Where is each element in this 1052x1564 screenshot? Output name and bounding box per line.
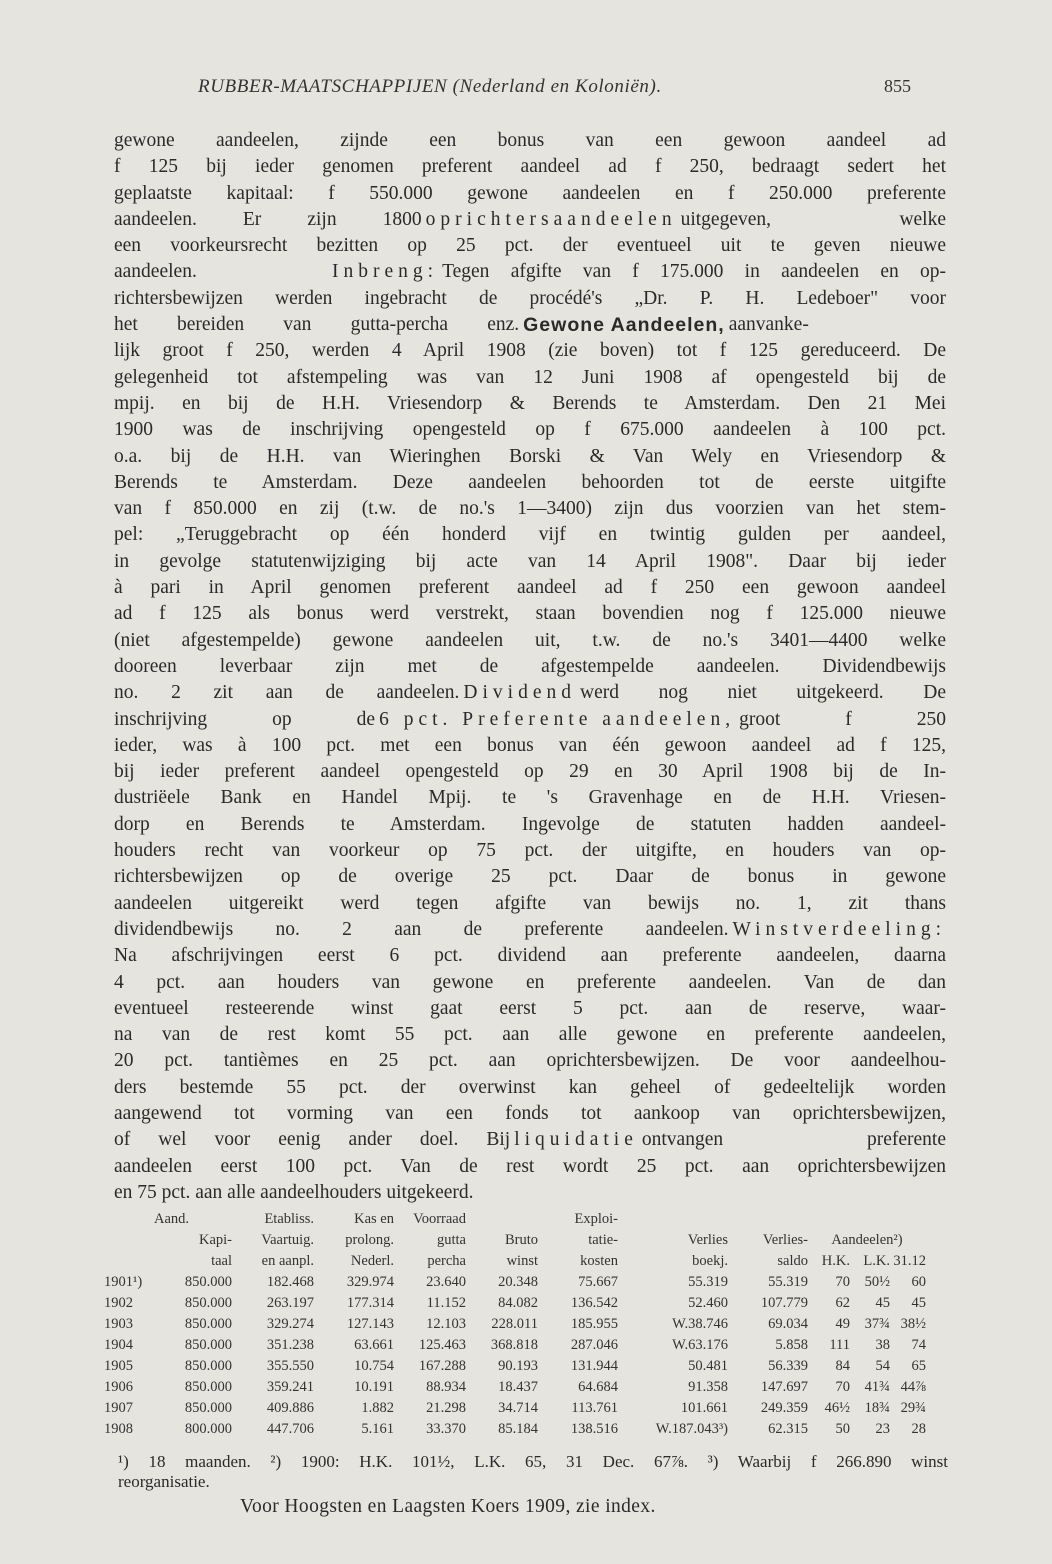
- text-line: [114, 891, 946, 917]
- column-header: L.K.: [863, 1253, 890, 1269]
- spaced-heading: liquidatie: [514, 1129, 638, 1151]
- table-cell: 29¾: [900, 1400, 926, 1416]
- footnote-line-1: ¹) 18 maanden. ²) 1900: H.K. 101½, L.K. 65, 31 Dec. 67⅞. ³) Waarbij f 266.890 winst: [118, 1452, 948, 1471]
- column-header: Kas en: [354, 1211, 394, 1227]
- text-line: [114, 470, 946, 496]
- table-cell: 113.761: [571, 1400, 618, 1416]
- table-cell: 46½: [824, 1400, 850, 1416]
- text-segment: en 75 pct. aan alle aandeelhouders uitgekeerd.: [114, 1181, 474, 1203]
- text-segment: aandeelen.: [114, 261, 197, 283]
- text-segment: van f 850.000 en zij (t.w. de no.'s 1—3400) zijn dus voorzien van het stem-: [114, 498, 946, 520]
- table-cell: 18.437: [498, 1379, 538, 1395]
- text-segment: 20 pct. tantièmes en 25 pct. aan oprichtersbewijzen. De voor aandeelhou-: [114, 1050, 946, 1072]
- table-cell: 63.661: [354, 1337, 394, 1353]
- column-header: Exploi-: [574, 1211, 618, 1227]
- table-row: [104, 1293, 926, 1314]
- text-segment: na van de rest komt 55 pct. aan alle gewone en preferente aandeelen,: [114, 1024, 946, 1046]
- spaced-heading: oprichtersaandeelen: [425, 208, 677, 230]
- text-line: [114, 1101, 946, 1127]
- text-segment: à pari in April genomen preferent aandeel ad f 250 een gewoon aandeel: [114, 577, 946, 599]
- table-cell: 263.197: [266, 1295, 314, 1311]
- table-cell: 84: [835, 1358, 850, 1374]
- table-cell: 850.000: [184, 1400, 232, 1416]
- text-segment: ad f 125 als bonus werd verstrekt, staan bovendien nog f 125.000 nieuwe: [114, 603, 946, 625]
- table-row: [104, 1419, 926, 1440]
- column-header: Aand.: [154, 1211, 190, 1227]
- text-segment: uitgegeven, welke: [680, 208, 947, 230]
- text-line: [114, 970, 946, 996]
- table-cell: 101.661: [680, 1400, 728, 1416]
- table-cell: 62.315: [768, 1421, 808, 1437]
- table-cell: 60: [911, 1274, 926, 1290]
- spaced-heading: Inbreng:: [332, 261, 439, 283]
- text-line: [114, 759, 946, 785]
- table-row: [104, 1398, 926, 1419]
- table-cell: 64.684: [578, 1379, 618, 1395]
- table-cell: 131.944: [570, 1358, 618, 1374]
- column-header: Voorraad: [413, 1211, 466, 1227]
- table-cell: 50.481: [688, 1358, 728, 1374]
- table-row: [104, 1377, 926, 1398]
- table-cell: 91.358: [688, 1379, 728, 1395]
- table-cell: 850.000: [184, 1337, 232, 1353]
- year-cell: 1901¹): [104, 1274, 143, 1290]
- text-line: [114, 1075, 946, 1101]
- text-segment: bij ieder preferent aandeel opengesteld op 29 en 30 April 1908 bij de In-: [114, 761, 946, 783]
- year-cell: 1908: [104, 1421, 133, 1437]
- column-header: kosten: [580, 1253, 618, 1269]
- financial-table: [104, 1209, 926, 1440]
- footer-note: Voor Hoogsten en Laagsten Koers 1909, zie index.: [240, 1496, 656, 1517]
- text-segment: het bereiden van gutta-percha enz.: [114, 314, 520, 336]
- year-cell: 1903: [104, 1316, 133, 1332]
- year-cell: 1906: [104, 1379, 133, 1395]
- column-header: winst: [506, 1253, 538, 1269]
- table-cell: 107.779: [760, 1295, 808, 1311]
- table-cell: 5.858: [775, 1337, 808, 1353]
- column-header: tatie-: [588, 1232, 618, 1248]
- table-cell: 11.152: [426, 1295, 466, 1311]
- table-cell: 147.697: [760, 1379, 808, 1395]
- table-cell: 85.184: [498, 1421, 538, 1437]
- text-segment: f 125 bij ieder genomen preferent aandeel ad f 250, bedraagt sedert het: [114, 156, 946, 178]
- table-cell: 70: [835, 1379, 850, 1395]
- table-cell: W.187.043³): [655, 1421, 728, 1437]
- column-header: Aandeelen²): [831, 1232, 903, 1248]
- table-header-row: [104, 1209, 926, 1230]
- table-cell: 69.034: [768, 1316, 808, 1332]
- table-cell: 84.082: [498, 1295, 538, 1311]
- column-header: [104, 1209, 154, 1230]
- spaced-heading: 6 pct. Preferente aandeelen,: [379, 708, 736, 730]
- column-header: Etabliss.: [264, 1211, 314, 1227]
- text-line: [114, 601, 946, 627]
- text-line: [114, 549, 946, 575]
- table-cell: 55.319: [688, 1274, 728, 1290]
- table-cell: 23.640: [426, 1274, 466, 1290]
- year-cell: 1902: [104, 1295, 133, 1311]
- text-segment: werd nog niet uitgekeerd. De: [579, 682, 946, 704]
- column-header: [104, 1230, 154, 1251]
- running-header: RUBBER-MAATSCHAPPIJEN (Nederland en Koloniën).: [198, 76, 662, 97]
- text-segment: houders recht van voorkeur op 75 pct. der uitgifte, en houders van op-: [114, 840, 946, 862]
- table-cell: 41¾: [864, 1379, 890, 1395]
- text-line: [114, 1048, 946, 1074]
- table-cell: 177.314: [346, 1295, 394, 1311]
- column-header: [890, 1209, 926, 1230]
- table-cell: 50: [835, 1421, 850, 1437]
- text-line: [114, 233, 946, 259]
- text-segment: ders bestemde 55 pct. der overwinst kan geheel of gedeeltelijk worden: [114, 1076, 946, 1098]
- table-cell: 127.143: [346, 1316, 394, 1332]
- text-segment: dividendbewijs no. 2 aan de preferente aandeelen.: [114, 918, 729, 940]
- text-segment: richtersbewijzen op de overige 25 pct. Daar de bonus in gewone: [114, 866, 946, 888]
- column-header: H.K.: [821, 1253, 850, 1269]
- table-cell: 33.370: [426, 1421, 466, 1437]
- column-header: [104, 1251, 154, 1272]
- table-cell: 50½: [864, 1274, 890, 1290]
- table-cell: 88.934: [426, 1379, 466, 1395]
- text-segment: Tegen afgifte van f 175.000 in aandeelen en op-: [442, 261, 947, 283]
- table-cell: 368.818: [490, 1337, 538, 1353]
- text-line: [114, 575, 946, 601]
- column-header: Verlies: [687, 1232, 728, 1248]
- text-segment: lijk groot f 250, werden 4 April 1908 (zie boven) tot f 125 gereduceerd. De: [114, 340, 946, 362]
- spaced-heading: Winstverdeeling:: [732, 918, 946, 940]
- text-segment: gewone aandeelen, zijnde een bonus van een gewoon aandeel ad: [114, 130, 946, 151]
- text-line: [114, 996, 946, 1022]
- table-cell: W.38.746: [672, 1316, 728, 1332]
- column-header: Kapi-: [198, 1232, 232, 1248]
- table-cell: 850.000: [184, 1274, 232, 1290]
- text-line: [114, 733, 946, 759]
- text-segment: o.a. bij de H.H. van Wieringhen Borski & Van Wely en Vriesendorp &: [114, 445, 946, 467]
- table-cell: 5.161: [361, 1421, 394, 1437]
- column-header: percha: [427, 1253, 466, 1269]
- column-header: prolong.: [345, 1232, 394, 1248]
- text-line: [114, 1154, 946, 1180]
- text-line: [114, 943, 946, 969]
- table-cell: 185.955: [570, 1316, 618, 1332]
- text-segment: pel: „Teruggebracht op één honderd vijf en twintig gulden per aandeel,: [114, 524, 946, 546]
- text-line: [114, 365, 946, 391]
- table-row: [104, 1356, 926, 1377]
- column-header: boekj.: [692, 1253, 728, 1269]
- page-number: 855: [884, 76, 911, 96]
- column-header: saldo: [777, 1253, 808, 1269]
- text-line: [114, 1127, 946, 1153]
- text-line: [114, 128, 946, 154]
- table-cell: 228.011: [491, 1316, 538, 1332]
- text-segment: Na afschrijvingen eerst 6 pct. dividend aan preferente aandeelen, daarna: [114, 945, 946, 967]
- text-line: [114, 785, 946, 811]
- year-cell: 1904: [104, 1337, 133, 1353]
- table-cell: 44⅞: [900, 1379, 926, 1395]
- text-segment: 1900 was de inschrijving opengesteld op f 675.000 aandeelen à 100 pct.: [114, 419, 946, 441]
- table-cell: 75.667: [578, 1274, 618, 1290]
- text-segment: aandeelen. Er zijn 1800: [114, 208, 422, 230]
- column-header: Verlies-: [762, 1232, 808, 1248]
- table-cell: 355.550: [266, 1358, 314, 1374]
- text-segment: (niet afgestempelde) gewone aandeelen uit, t.w. de no.'s 3401—4400 welke: [114, 629, 946, 651]
- table-cell: 167.288: [418, 1358, 466, 1374]
- table-cell: 10.754: [354, 1358, 394, 1374]
- text-line: [114, 444, 946, 470]
- column-header: Vaartuig.: [261, 1232, 314, 1248]
- spaced-heading: Dividend: [463, 682, 576, 704]
- text-segment: ontvangen preferente: [641, 1129, 946, 1151]
- text-line: [114, 181, 946, 207]
- table-cell: 12.103: [426, 1316, 466, 1332]
- column-header: [808, 1209, 850, 1230]
- table-cell: 329.974: [346, 1274, 394, 1290]
- table-row: [104, 1314, 926, 1335]
- table-cell: 49: [835, 1316, 850, 1332]
- table-cell: 850.000: [184, 1358, 232, 1374]
- text-line: [114, 522, 946, 548]
- table-cell: 62: [835, 1295, 850, 1311]
- column-header: [466, 1209, 538, 1230]
- table-header-row: [104, 1230, 926, 1251]
- text-line: [114, 496, 946, 522]
- text-line: [114, 680, 946, 706]
- table-row: [104, 1272, 926, 1293]
- table-row: [104, 1335, 926, 1356]
- table-cell: 21.298: [426, 1400, 466, 1416]
- text-segment: aanvanke-: [728, 314, 809, 336]
- table-cell: 182.468: [266, 1274, 314, 1290]
- table-cell: 287.046: [570, 1337, 618, 1353]
- text-line: [114, 917, 946, 943]
- text-line: [114, 1180, 946, 1206]
- table-cell: 65: [911, 1358, 926, 1374]
- text-segment: groot f 250: [739, 708, 946, 730]
- text-line: [114, 864, 946, 890]
- text-segment: in gevolge statutenwijziging bij acte van 14 April 1908". Daar bij ieder: [114, 550, 946, 572]
- table-cell: 37¾: [864, 1316, 890, 1332]
- text-line: [114, 338, 946, 364]
- body-text: [114, 128, 946, 1206]
- table-cell: 45: [911, 1295, 926, 1311]
- table-cell: 70: [835, 1274, 850, 1290]
- table-cell: 74: [911, 1337, 926, 1353]
- text-line: [114, 417, 946, 443]
- text-line: [114, 154, 946, 180]
- table-cell: 136.542: [570, 1295, 618, 1311]
- column-header: [850, 1209, 890, 1230]
- table-cell: 447.706: [266, 1421, 314, 1437]
- text-line: [114, 1022, 946, 1048]
- table-cell: 800.000: [184, 1421, 232, 1437]
- table-cell: 409.886: [266, 1400, 314, 1416]
- text-line: [114, 812, 946, 838]
- year-cell: 1905: [104, 1358, 133, 1374]
- column-header: [728, 1209, 808, 1230]
- text-segment: Berends te Amsterdam. Deze aandeelen behoorden tot de eerste uitgifte: [114, 471, 946, 493]
- text-segment: geplaatste kapitaal: f 550.000 gewone aandeelen en f 250.000 preferente: [114, 182, 946, 204]
- table-cell: 18¾: [864, 1400, 890, 1416]
- table-cell: 54: [875, 1358, 890, 1374]
- table-cell: 125.463: [418, 1337, 466, 1353]
- table-cell: 38: [875, 1337, 890, 1353]
- table-cell: 34.714: [498, 1400, 538, 1416]
- table-cell: 38½: [900, 1316, 926, 1332]
- table-cell: 850.000: [184, 1316, 232, 1332]
- table-cell: 56.339: [768, 1358, 808, 1374]
- text-segment: aandeelen eerst 100 pct. Van de rest wordt 25 pct. aan oprichtersbewijzen: [114, 1155, 946, 1177]
- text-segment: 4 pct. aan houders van gewone en preferente aandeelen. Van de dan: [114, 971, 946, 993]
- text-segment: dorp en Berends te Amsterdam. Ingevolge de statuten hadden aandeel-: [114, 813, 946, 835]
- text-segment: no. 2 zit aan de aandeelen.: [114, 682, 460, 704]
- table-cell: 850.000: [184, 1379, 232, 1395]
- text-line: [114, 838, 946, 864]
- table-header-row: [104, 1251, 926, 1272]
- table-cell: 45: [875, 1295, 890, 1311]
- text-line: [114, 391, 946, 417]
- table-cell: 138.516: [570, 1421, 618, 1437]
- text-segment: aangewend tot vorming van een fonds tot aankoop van oprichtersbewijzen,: [114, 1102, 946, 1124]
- table-cell: 55.319: [768, 1274, 808, 1290]
- text-segment: aandeelen uitgereikt werd tegen afgifte van bewijs no. 1, zit thans: [114, 892, 946, 914]
- table-cell: W.63.176: [672, 1337, 728, 1353]
- year-cell: 1907: [104, 1400, 133, 1416]
- column-header: Bruto: [504, 1232, 538, 1248]
- column-header: Nederl.: [350, 1253, 394, 1269]
- bold-heading: Gewone Aandeelen,: [523, 314, 725, 337]
- text-line: [114, 312, 946, 338]
- text-segment: een voorkeursrecht bezitten op 25 pct. der eventueel uit te geven nieuwe: [114, 235, 946, 257]
- table-cell: 10.191: [354, 1379, 394, 1395]
- table-cell: 111: [829, 1337, 850, 1353]
- table-cell: 359.241: [266, 1379, 314, 1395]
- text-segment: dustriëele Bank en Handel Mpij. te 's Gravenhage en de H.H. Vriesen-: [114, 787, 946, 809]
- table-cell: 351.238: [266, 1337, 314, 1353]
- text-segment: ieder, was à 100 pct. met een bonus van één gewoon aandeel ad f 125,: [114, 734, 946, 756]
- table-cell: 90.193: [498, 1358, 538, 1374]
- text-line: [114, 654, 946, 680]
- text-segment: eventueel resteerende winst gaat eerst 5 pct. aan de reserve, waar-: [114, 997, 946, 1019]
- table-cell: 23: [875, 1421, 890, 1437]
- table-cell: 20.348: [498, 1274, 538, 1290]
- table-cell: 28: [911, 1421, 926, 1437]
- text-segment: dooreen leverbaar zijn met de afgestempelde aandeelen. Dividendbewijs: [114, 655, 946, 677]
- footnote-line-2: reorganisatie.: [118, 1472, 210, 1491]
- text-segment: mpij. en bij de H.H. Vriesendorp & Berends te Amsterdam. Den 21 Mei: [114, 392, 946, 414]
- table-cell: 850.000: [184, 1295, 232, 1311]
- text-line: [114, 259, 946, 285]
- text-line: [114, 286, 946, 312]
- column-header: en aanpl.: [261, 1253, 314, 1269]
- text-line: [114, 707, 946, 733]
- text-line: [114, 207, 946, 233]
- table-cell: 329.274: [266, 1316, 314, 1332]
- column-header: 31.12: [893, 1253, 926, 1269]
- text-segment: of wel voor eenig ander doel. Bij: [114, 1129, 511, 1151]
- column-header: taal: [211, 1253, 232, 1269]
- text-segment: inschrijving op de: [114, 708, 376, 730]
- text-segment: gelegenheid tot afstempeling was van 12 Juni 1908 af opengesteld bij de: [114, 366, 946, 388]
- text-line: [114, 628, 946, 654]
- table-cell: 1.882: [361, 1400, 394, 1416]
- text-segment: richtersbewijzen werden ingebracht de procédé's „Dr. P. H. Ledeboer" voor: [114, 287, 946, 309]
- column-header: [618, 1209, 728, 1230]
- table-cell: 249.359: [760, 1400, 808, 1416]
- table-cell: 52.460: [688, 1295, 728, 1311]
- column-header: gutta: [437, 1232, 466, 1248]
